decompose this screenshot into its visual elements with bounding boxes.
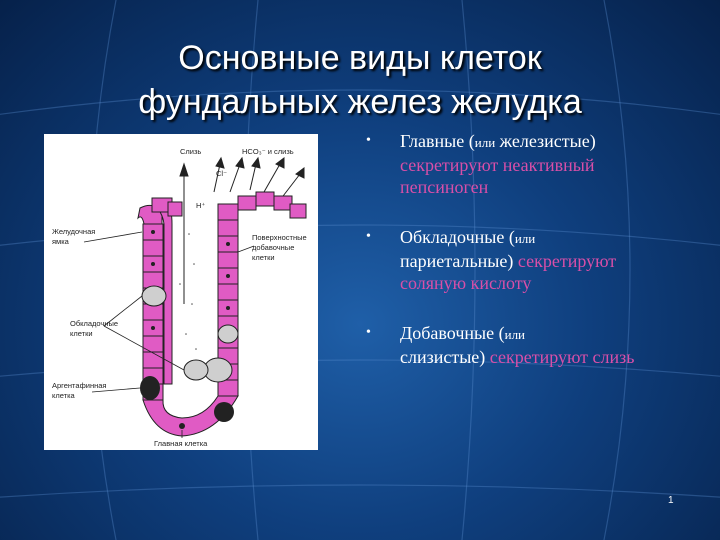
title-line-1: Основные виды клеток	[178, 39, 542, 77]
title-line-2: фундальных желез желудка	[138, 83, 582, 121]
label-h: H⁺	[196, 201, 206, 210]
label-cl: Cl⁻	[216, 169, 228, 178]
bullet-function: секретируют слизь	[489, 347, 635, 367]
label-surface-cells-3: клетки	[252, 253, 275, 262]
label-parietal-cells-2: клетки	[70, 329, 93, 338]
bullet-synonym: париетальные)	[400, 251, 514, 271]
label-surface-cells-2: добавочные	[252, 243, 295, 252]
bullet-or: или	[514, 231, 536, 246]
label-chief-cell: Главная клетка	[154, 439, 208, 448]
bullet-paren: (	[498, 323, 505, 343]
bullet-or: или	[474, 135, 496, 150]
label-gastric-pit-1: Желудочная	[52, 227, 96, 236]
bullet-chief-cells	[366, 130, 686, 198]
bullet-dot-icon: •	[366, 229, 371, 244]
label-argentaffin-1: Аргентафинная	[52, 381, 107, 390]
bullet-accessory-cells	[366, 322, 686, 368]
label-hco3: HCO₃⁻ и слизь	[242, 147, 294, 156]
label-gastric-pit-2: ямка	[52, 237, 69, 246]
slide-title	[40, 36, 680, 124]
bullet-synonym: слизистые)	[400, 347, 486, 367]
label-surface-cells-1: Поверхностные	[252, 233, 307, 242]
bullet-paren: (	[508, 227, 515, 247]
label-mucus: Слизь	[180, 147, 202, 156]
bullet-or: или	[504, 327, 526, 342]
label-parietal-cells-1: Обкладочные	[70, 319, 119, 328]
label-argentaffin-2: клетка	[52, 391, 75, 400]
gastric-gland-diagram	[44, 134, 318, 450]
bullet-dot-icon: •	[366, 325, 371, 340]
bullet-list	[366, 130, 686, 396]
bullet-paren: (	[468, 131, 475, 151]
bullet-parietal-cells	[366, 226, 686, 294]
bullet-term: Главные	[400, 131, 465, 151]
bullet-term: Обкладочные	[400, 227, 505, 247]
page-number: 1	[668, 495, 674, 506]
left-cell-column	[143, 224, 163, 400]
bullet-function: секретируют неактивный пепсиноген	[400, 155, 595, 197]
bullet-synonym: железистые)	[499, 131, 596, 151]
bullet-function: секретируют соляную кислоту	[400, 251, 617, 293]
bullet-dot-icon: •	[366, 133, 371, 148]
bullet-term: Добавочные	[400, 323, 495, 343]
